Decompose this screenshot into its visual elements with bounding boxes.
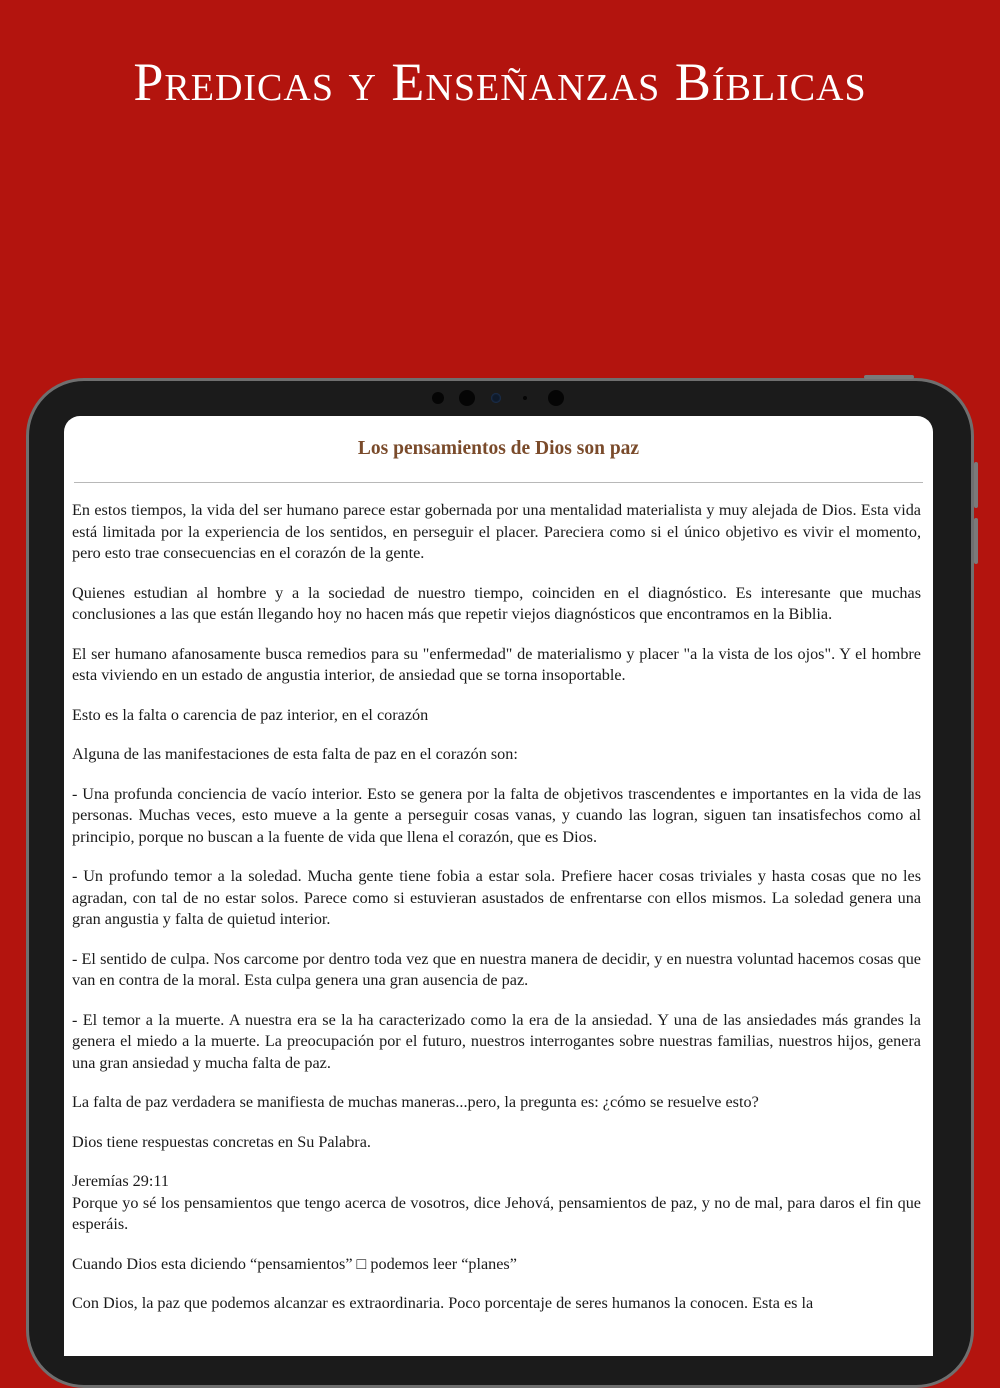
- article-paragraph: El ser humano afanosamente busca remedios para su "enfermedad" de materialismo y placer "a la vista de los ojos". Y el hombre esta viviendo en un estado de angustia interior, de ansiedad que se torna insoportable.: [72, 644, 921, 684]
- promo-title: Predicas y Enseñanzas Bíblicas: [133, 52, 867, 112]
- volume-up-button: [974, 462, 978, 508]
- article-paragraph: Esto es la falta o carencia de paz interior, en el corazón: [72, 705, 429, 724]
- article-paragraph: - Un profundo temor a la soledad. Mucha gente tiene fobia a estar sola. Prefiere hacer cosas triviales y hasta cosas que no les agradan, con tal de no estar solos. Parece como si estuvieran asustados de enfrentarse con ellos mismos. La soledad genera una gran angustia y falta de quietud interior.: [72, 867, 921, 928]
- app-screen: [64, 416, 933, 1356]
- article-paragraph: - Una profunda conciencia de vacío interior. Esto se genera por la falta de objetivos trascendentes e importantes en la vida de las personas. Muchas veces, esto mueve a la gente a perseguir cosas vanas, y cuando las logran, siguen tan insatisfechos como al principio, porque no buscan a la fuente de vida que llena el corazón, que es Dios.: [72, 784, 921, 846]
- article-paragraph: - El sentido de culpa. Nos carcome por dentro toda vez que en nuestra manera de decidir, y en nuestra voluntad hacemos cosas que van en contra de la moral. Esta culpa genera una gran ausencia de paz.: [72, 949, 921, 989]
- article-paragraph: Con Dios, la paz que podemos alcanzar es extraordinaria. Poco porcentaje de seres humanos la conocen. Esta es la: [72, 1294, 814, 1312]
- top-button: [864, 375, 914, 379]
- sensor-dot: [432, 392, 444, 404]
- sensor-dot: [459, 390, 475, 406]
- article-paragraph: Jeremías 29:11 Porque yo sé los pensamientos que tengo acerca de vosotros, dice Jehová, pensamientos de paz, y no de mal, para daros el fin que esperáis.: [72, 1172, 921, 1233]
- sensor-dot: [523, 396, 527, 400]
- article-paragraph: En estos tiempos, la vida del ser humano parece estar gobernada por una mentalidad materialista y muy alejada de Dios. Esta vida está limitada por la experiencia de los sentidos, en perseguir el placer. Pareciera como si el único objetivo es vivir el momento, pero esto trae consecuencias en el corazón de la gente.: [72, 501, 921, 562]
- article-paragraph: Cuando Dios esta diciendo “pensamientos” □ podemos leer “planes”: [72, 1254, 517, 1273]
- sensor-dot: [548, 390, 564, 406]
- article-title: Los pensamientos de Dios son paz: [357, 438, 640, 459]
- front-camera-icon: [491, 393, 501, 403]
- article-paragraph: Alguna de las manifestaciones de esta falta de paz en el corazón son:: [72, 745, 518, 763]
- article-paragraph: La falta de paz verdadera se manifiesta de muchas maneras...pero, la pregunta es: ¿cómo se resuelve esto?: [72, 1093, 759, 1111]
- article-paragraph: Dios tiene respuestas concretas en Su Palabra.: [72, 1132, 371, 1151]
- article-paragraph: Quienes estudian al hombre y a la sociedad de nuestro tiempo, coinciden en el diagnóstico. Es interesante que muchas conclusiones a las que están llegando hoy no hacen más que repetir viejos diagnósticos que encontramos en la Biblia.: [72, 583, 921, 623]
- article-paragraph: - El temor a la muerte. A nuestra era se la ha caracterizado como la era de la ansiedad. Y una de las ansiedades más grandes la genera el miedo a la muerte. La preocupación por el futuro, nuestros interrogantes sobre nuestras familias, nuestros hijos, genera una gran ansiedad y mucha falta de paz.: [72, 1010, 921, 1072]
- volume-down-button: [974, 518, 978, 564]
- article-body[interactable]: [64, 483, 933, 1315]
